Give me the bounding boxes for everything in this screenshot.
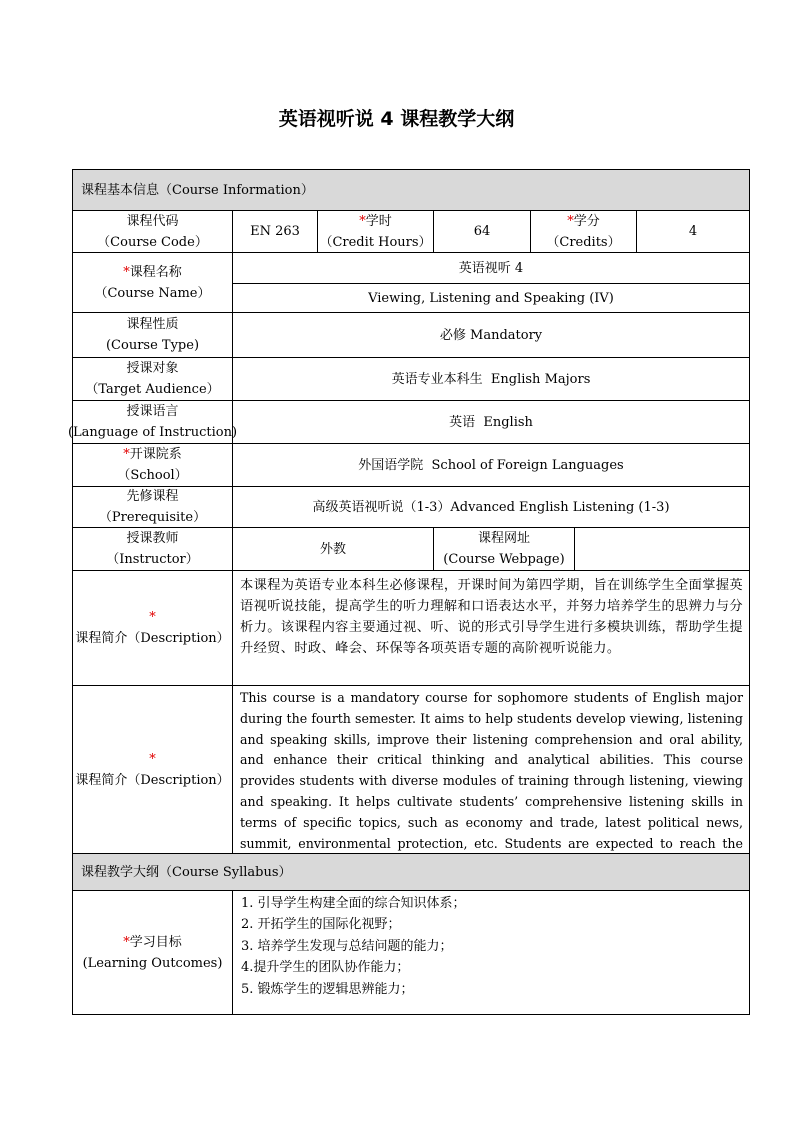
course-name-en-text: Viewing, Listening and Speaking (IV) <box>368 290 614 306</box>
description-cn-text <box>232 570 750 686</box>
description-cn-paragraph: 本课程为英语专业本科生必修课程，开课时间为第四学期，旨在训练学生全面掌握英语视听说技能，提高学生的听力理解和口语表达水平，并努力培养学生的思辨力与分析力。该课程内容主要通过视、听、说的形式引导学生进行多模块训练，帮助学生提升经贸、时政、峰会、环保等各项英语专题的高阶视听说能力。 <box>240 578 743 656</box>
credits-label-en: （Credits） <box>546 234 621 250</box>
required-mark: * <box>359 213 366 229</box>
credits-value <box>636 210 750 253</box>
instructor-label-en: （Instructor） <box>106 552 199 567</box>
required-mark: * <box>123 934 130 950</box>
credit-hours-label <box>317 210 434 253</box>
list-item: 3. 培养学生发现与总结问题的能力； <box>241 938 453 954</box>
course-name-cn-text: 英语视听 4 <box>458 260 524 276</box>
instructor-label <box>72 527 233 571</box>
language-label-en: (Language of Instruction) <box>67 425 238 440</box>
credits-label-cn: 学分 <box>573 213 600 229</box>
course-code-value-text: EN 263 <box>250 224 300 239</box>
webpage-label-en: (Course Webpage) <box>443 552 565 567</box>
instructor-value-text: 外教 <box>319 541 346 557</box>
prerequisite-value-text: 高级英语视听说（1-3）Advanced English Listening (1-3) <box>312 499 670 515</box>
credit-hours-value-text: 64 <box>473 224 491 239</box>
target-audience-value <box>232 357 750 401</box>
school-label-en: （School） <box>117 468 188 483</box>
list-item: 5. 锻炼学生的逻辑思辨能力； <box>241 981 414 997</box>
credit-hours-value <box>433 210 531 253</box>
section-course-syllabus-label: 课程教学大纲（Course Syllabus） <box>81 864 292 880</box>
list-item: 1. 引导学生构建全面的综合知识体系； <box>241 896 466 911</box>
webpage-label <box>433 527 575 571</box>
prerequisite-label <box>72 486 233 528</box>
required-mark: * <box>123 264 130 280</box>
list-item: 4.提升学生的团队协作能力； <box>241 960 410 976</box>
required-mark: * <box>123 447 130 462</box>
language-value <box>232 400 750 444</box>
course-type-label-cn: 课程性质 <box>126 317 179 332</box>
course-type-value-text: 必修 Mandatory <box>439 327 543 343</box>
webpage-value <box>574 527 750 571</box>
learning-outcomes-list <box>232 890 750 1015</box>
course-code-label-en: （Course Code） <box>97 234 208 250</box>
course-type-value <box>232 312 750 358</box>
target-audience-value-text: 英语专业本科生 English Majors <box>391 371 591 387</box>
course-name-value-cn <box>232 252 750 284</box>
target-audience-label-en: （Target Audience） <box>85 382 220 397</box>
section-course-information-label: 课程基本信息（Course Information） <box>81 182 314 198</box>
course-type-label <box>72 312 233 358</box>
description-cn-label-text: 课程简介（Description） <box>75 631 230 646</box>
course-code-value <box>232 210 318 253</box>
credit-hours-label-cn: 学时 <box>365 213 392 229</box>
learning-outcomes-label-cn: 学习目标 <box>129 934 182 950</box>
description-en-text <box>232 685 750 854</box>
instructor-label-cn: 授课教师 <box>126 531 179 546</box>
instructor-value <box>232 527 434 571</box>
description-en-label-text: 课程简介（Description） <box>75 772 230 788</box>
school-label-cn: 开课院系 <box>129 447 182 462</box>
course-code-label <box>72 210 233 253</box>
course-name-value-en <box>232 283 750 313</box>
language-label <box>67 400 238 444</box>
course-type-label-en: (Course Type) <box>105 338 200 353</box>
learning-outcomes-label <box>72 890 233 1015</box>
learning-outcomes-label-en: (Learning Outcomes) <box>82 955 223 971</box>
target-audience-label <box>72 357 233 401</box>
course-name-label-en: （Course Name） <box>94 285 211 301</box>
required-mark: * <box>149 751 156 767</box>
section-course-information <box>72 169 750 211</box>
page-title: 英语视听说 4 课程教学大纲 <box>278 108 515 130</box>
description-cn-label <box>72 570 233 686</box>
prerequisite-value <box>232 486 750 528</box>
webpage-label-cn: 课程网址 <box>477 531 530 546</box>
required-mark: * <box>567 213 574 229</box>
school-value <box>232 443 750 487</box>
prerequisite-label-en: （Prerequisite） <box>98 510 207 525</box>
language-value-text: 英语 English <box>449 414 533 430</box>
prerequisite-label-cn: 先修课程 <box>126 489 179 504</box>
credits-value-text: 4 <box>688 224 698 239</box>
course-name-label-cn: 课程名称 <box>129 264 182 280</box>
credits-label <box>530 210 637 253</box>
course-name-label <box>72 252 233 313</box>
list-item: 2. 开拓学生的国际化视野； <box>241 917 401 933</box>
language-label-cn: 授课语言 <box>126 404 179 419</box>
school-label <box>72 443 233 487</box>
credit-hours-label-en: （Credit Hours） <box>319 234 432 250</box>
target-audience-label-cn: 授课对象 <box>126 361 179 376</box>
course-code-label-cn: 课程代码 <box>126 213 179 229</box>
description-en-paragraph: This course is a mandatory course for sophomore students of English major during the fourth semester. It aims to help students develop viewing, listening and speaking skills, improve their listening comprehension and oral ability, and enhance their critical thinking and analytical abilities. This course provides students with diverse modules of training through listening, viewing and speaking. It helps cultivate students’ comprehensive listening skills in terms of specific topics, such as economy and trade, latest political news, summit, environmental protection, etc. Students are expected to reach the <box>240 690 743 851</box>
required-mark: * <box>149 610 156 625</box>
school-value-text: 外国语学院 School of Foreign Languages <box>358 457 624 473</box>
section-course-syllabus <box>72 853 750 891</box>
description-en-label <box>72 685 233 854</box>
